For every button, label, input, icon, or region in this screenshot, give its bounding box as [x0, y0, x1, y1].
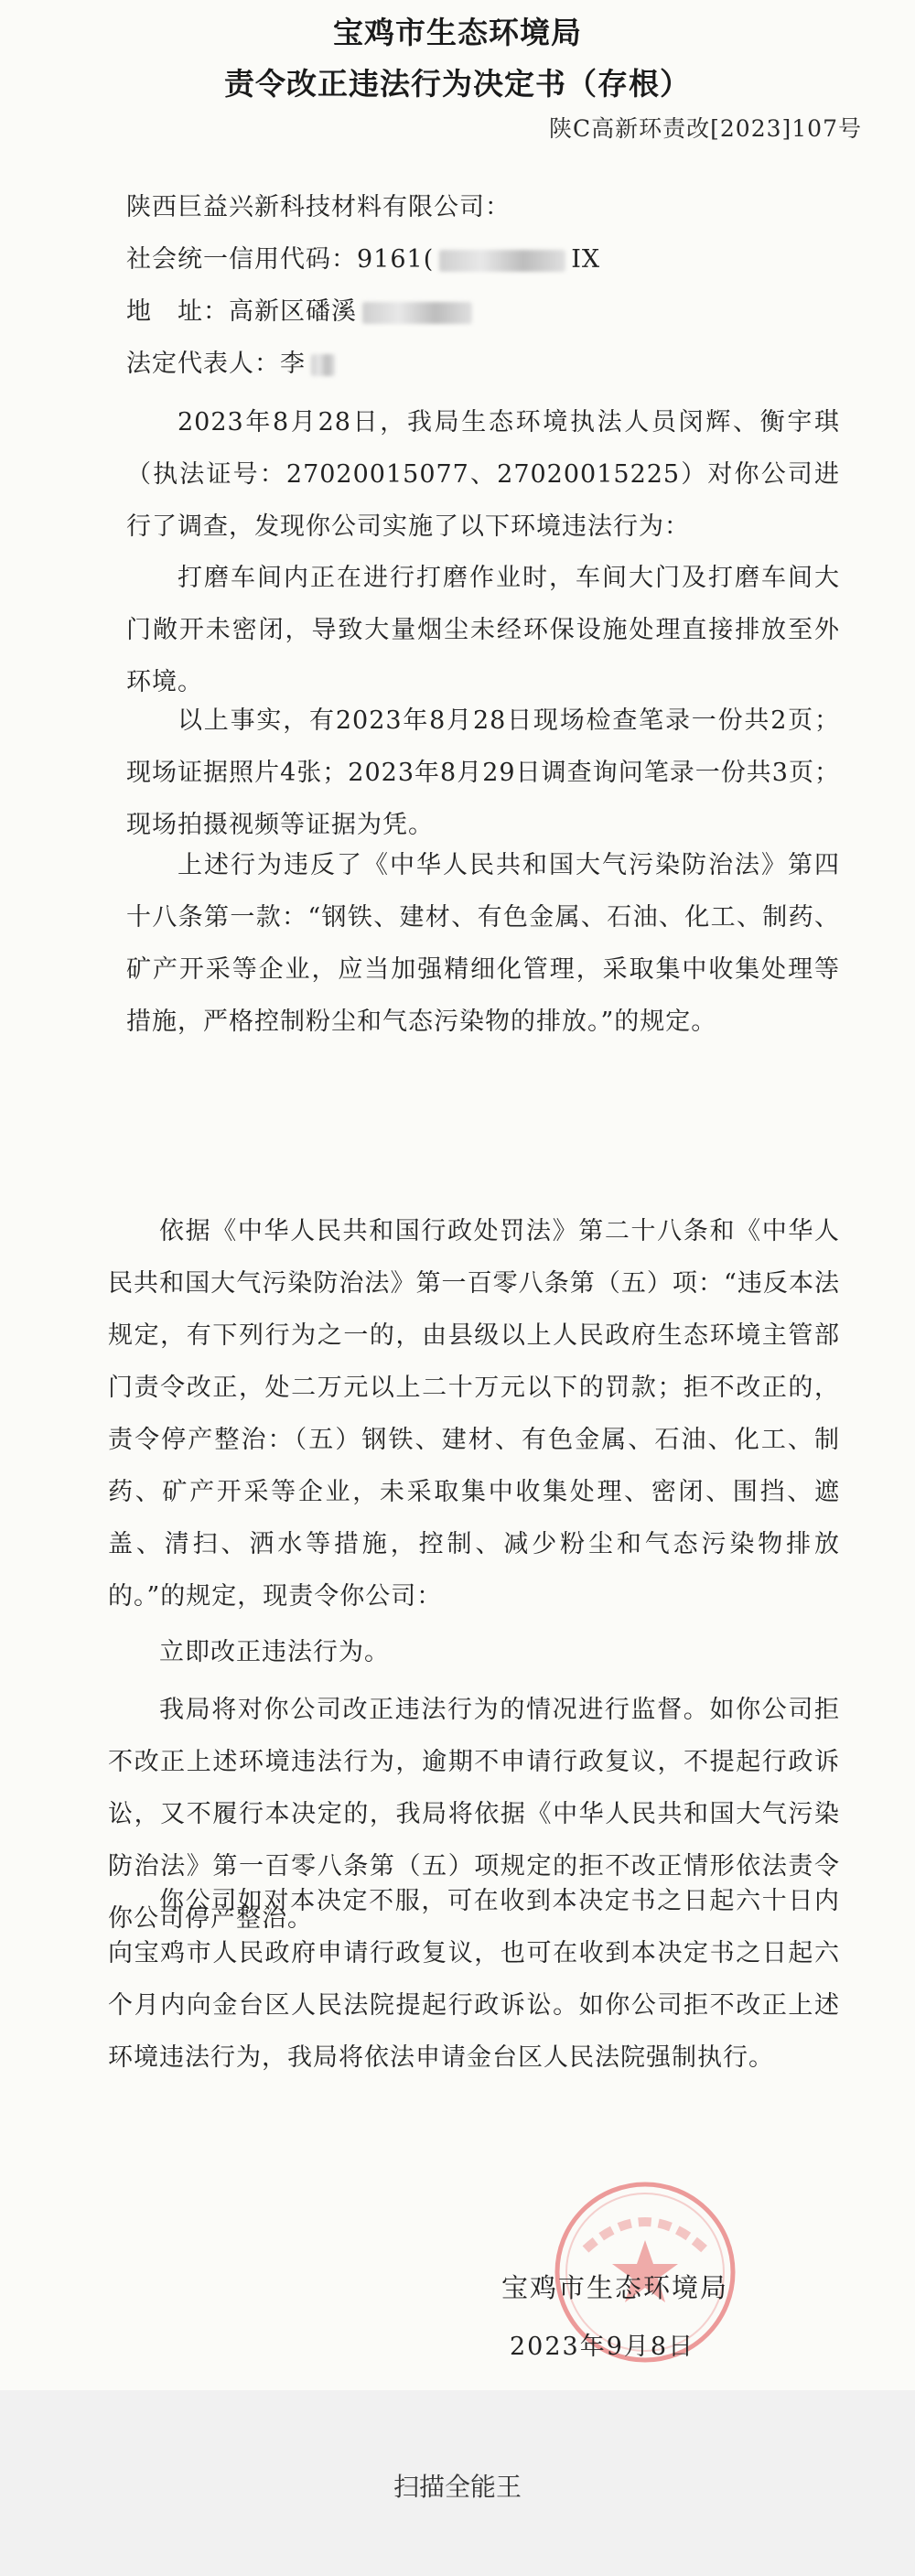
app-watermark-label: 扫描全能王 [393, 2472, 522, 2502]
legal-rep-line [126, 338, 840, 390]
paragraph-investigation: 2023年8月28日，我局生态环境执法人员闵辉、衡宇琪（执法证号：27020015077、27020015225）对你公司进行了调查，发现你公司实施了以下环境违法行为： [126, 408, 840, 541]
legal-rep-label: 法定代表人： [126, 350, 280, 378]
credit-code-prefix: 9161( [357, 245, 435, 274]
redaction-blur [362, 302, 472, 324]
paragraph-law-violated: 上述行为违反了《中华人民共和国大气污染防治法》第四十八条第一款：“钢铁、建材、有色金属、石油、化工、制药、矿产开采等企业，应当加强精细化管理，采取集中收集处理等措施，严格控制粉尘和气态污染物的排放。”的规定。 [126, 851, 840, 1036]
signature-date: 2023年9月8日 [510, 2333, 695, 2361]
credit-code-label: 社会统一信用代码： [126, 245, 357, 274]
paragraph-evidence: 以上事实，有2023年8月28日现场检查笔录一份共2页；现场证据照片4张；2023年8月29日调查询问笔录一份共3页；现场拍摄视频等证据为凭。 [126, 706, 840, 839]
address-value: 高新区磻溪 [229, 297, 357, 326]
paragraph-appeal: 你公司如对本决定不服，可在收到本决定书之日起六十日内向宝鸡市人民政府申请行政复议，也可在收到本决定书之日起六个月内向金台区人民法院提起行政诉讼。如你公司拒不改正上述环境违法行为，我局将依法申请金台区人民法院强制执行。 [108, 1887, 840, 2072]
credit-code-line [126, 233, 840, 286]
recipient-company: 陕西巨益兴新科技材料有限公司： [126, 193, 511, 221]
paragraph-legal-basis: 依据《中华人民共和国行政处罚法》第二十八条和《中华人民共和国大气污染防治法》第一百零八条第（五）项：“违反本法规定，有下列行为之一的，由县级以上人民政府生态环境主管部门责令改正，处二万元以上二十万元以下的罚款；拒不改正的，责令停产整治：（五）钢铁、建材、有色金属、石油、化工、制药、矿产开采等企业，未采取集中收集处理、密闭、围挡、遮盖、清扫、洒水等措施，控制、减少粉尘和气态污染物排放的。”的规定，现责令你公司： [108, 1217, 840, 1611]
document-title-line1: 宝鸡市生态环境局 [333, 15, 582, 50]
document-number: 陕C高新环责改[2023]107号 [549, 115, 862, 142]
paragraph-supervision: 我局将对你公司改正违法行为的情况进行监督。如你公司拒不改正上述环境违法行为，逾期不申请行政复议，不提起行政诉讼，又不履行本决定的，我局将依据《中华人民共和国大气污染防治法》第一百零八条第（五）项规定的拒不改正情形依法责令你公司停产整治。 [108, 1696, 840, 1933]
signature-agency: 宝鸡市生态环境局 [501, 2272, 729, 2303]
recipient-block [126, 181, 840, 390]
document-title-line2: 责令改正违法行为决定书（存根） [224, 66, 691, 102]
legal-rep-value: 李 [280, 350, 306, 378]
paragraph-violation: 打磨车间内正在进行打磨作业时，车间大门及打磨车间大门敞开未密闭，导致大量烟尘未经环保设施处理直接排放至外环境。 [126, 564, 840, 696]
credit-code-suffix: IX [571, 245, 601, 274]
address-label: 地 址： [126, 297, 229, 326]
redaction-blur [439, 250, 565, 272]
redaction-blur [311, 354, 335, 376]
address-line [126, 286, 840, 338]
paragraph-order: 立即改正违法行为。 [159, 1638, 390, 1666]
